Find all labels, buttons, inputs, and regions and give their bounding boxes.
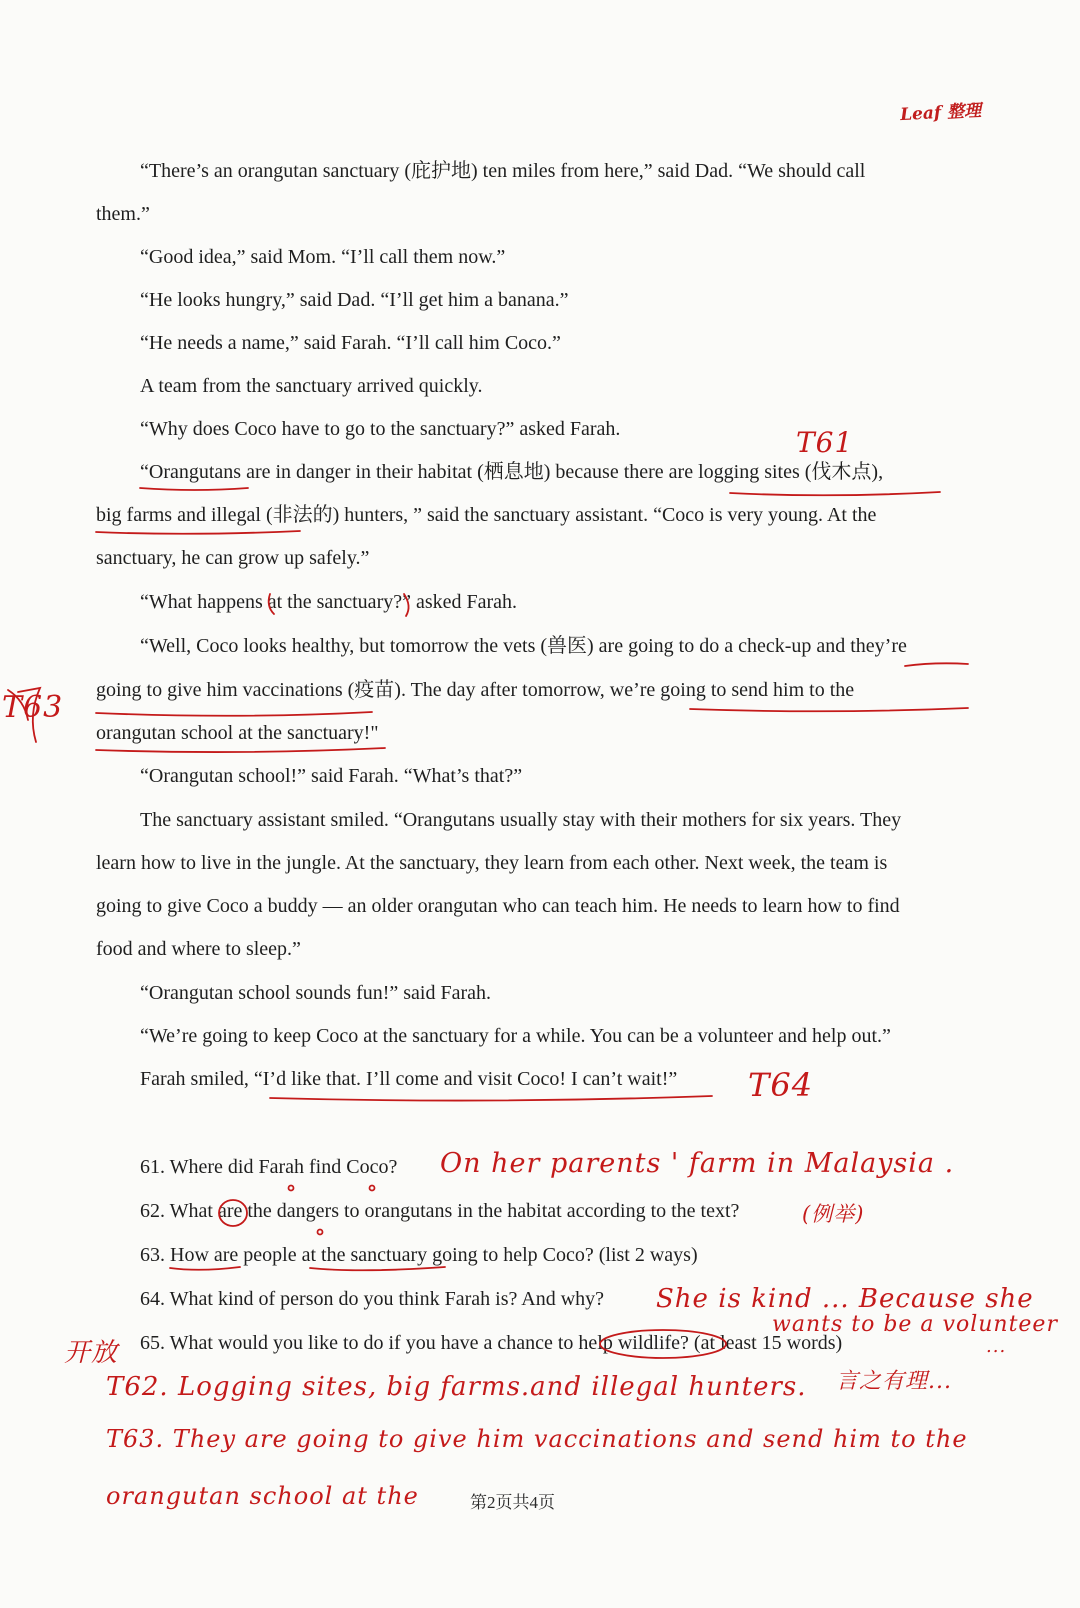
question-65: 65. What would you like to do if you have a chance to help wildlife? (at least 15 words) — [140, 1332, 843, 1354]
story-line: “What happens at the sanctuary?” asked Farah. — [140, 591, 518, 613]
story-line: Farah smiled, “I’d like that. I’ll come and visit Coco! I can’t wait!” — [140, 1068, 678, 1090]
question-63: 63. How are people at the sanctuary going to help Coco? (list 2 ways) — [140, 1244, 698, 1266]
story-line: big farms and illegal (非法的) hunters, ” said the sanctuary assistant. “Coco is very young. At the — [96, 504, 877, 526]
story-line: “He needs a name,” said Farah. “I’ll call him Coco.” — [140, 332, 561, 354]
handwritten-answer-64: She is kind ... Because she — [656, 1284, 1034, 1314]
underline-orangutans — [140, 488, 248, 490]
handwritten-open-ended: 开放 — [64, 1338, 119, 1368]
story-line: sanctuary, he can grow up safely.” — [96, 547, 370, 569]
handwritten-answer-63-cont: orangutan school at the — [106, 1482, 419, 1510]
underline-orangutan-school — [96, 748, 385, 752]
story-line: “Orangutans are in danger in their habitat (栖息地) because there are logging sites (伐木点), — [140, 461, 884, 483]
story-line: orangutan school at the sanctuary!" — [96, 722, 379, 744]
underline-big-farms — [96, 531, 300, 534]
question-62: 62. What are the dangers to orangutans in the habitat according to the text? — [140, 1200, 740, 1222]
handwritten-t63: T63 — [2, 690, 64, 725]
handwritten-reasonable-note: 言之有理... — [836, 1369, 952, 1394]
handwritten-answer-62: T62. Logging sites, big farms.and illegal hunters. — [106, 1372, 807, 1402]
watermark: Leaf 整理 — [899, 100, 982, 126]
story-line: “There’s an orangutan sanctuary (庇护地) ten miles from here,” said Dad. “We should call — [140, 160, 866, 182]
underline-id-like-that — [270, 1096, 712, 1101]
handwritten-answer-61: On her parents ' farm in Malaysia . — [440, 1148, 955, 1179]
story-line: “Why does Coco have to go to the sanctuary?” asked Farah. — [140, 418, 621, 440]
question-64: 64. What kind of person do you think Farah is? And why? — [140, 1288, 605, 1310]
underline-theyre — [905, 663, 968, 666]
handwritten-t64: T64 — [748, 1066, 814, 1104]
page-number: 第2页共4页 — [470, 1493, 555, 1512]
underline-give-vaccinations — [96, 712, 372, 716]
story-line: “We’re going to keep Coco at the sanctuary for a while. You can be a volunteer and help out.” — [140, 1025, 891, 1047]
story-line: going to give him vaccinations (疫苗). The day after tomorrow, we’re going to send him to the — [96, 679, 855, 701]
story-line: A team from the sanctuary arrived quickly. — [140, 375, 483, 397]
story-line: them.” — [96, 203, 150, 225]
story-line: going to give Coco a buddy — an older orangutan who can teach him. He needs to learn how to find — [96, 895, 900, 917]
story-line: “Well, Coco looks healthy, but tomorrow the vets (兽医) are going to do a check-up and they’re — [140, 635, 907, 657]
story-line: “Orangutan school sounds fun!” said Farah. — [140, 982, 492, 1004]
story-line: “Good idea,” said Mom. “I’ll call them now.” — [140, 246, 506, 268]
handwritten-example-note: (例举) — [802, 1202, 865, 1226]
story-line: “He looks hungry,” said Dad. “I’ll get him a banana.” — [140, 289, 569, 311]
underline-logging-sites — [730, 492, 940, 495]
story-line: The sanctuary assistant smiled. “Orangutans usually stay with their mothers for six years. They — [140, 809, 902, 831]
handwritten-answer-63: T63. They are going to give him vaccinations and send him to the — [106, 1425, 968, 1453]
handwritten-answer-64-cont: wants to be a volunteer — [772, 1312, 1058, 1337]
question-61: 61. Where did Farah find Coco? — [140, 1156, 398, 1178]
story-line: food and where to sleep.” — [96, 938, 301, 960]
story-line: learn how to live in the jungle. At the sanctuary, they learn from each other. Next week, the team is — [96, 852, 888, 874]
handwritten-ellipsis: ... — [986, 1336, 1007, 1357]
underline-send-him — [690, 708, 968, 711]
story-line: “Orangutan school!” said Farah. “What’s that?” — [140, 765, 523, 787]
handwritten-t61: T61 — [796, 426, 854, 459]
